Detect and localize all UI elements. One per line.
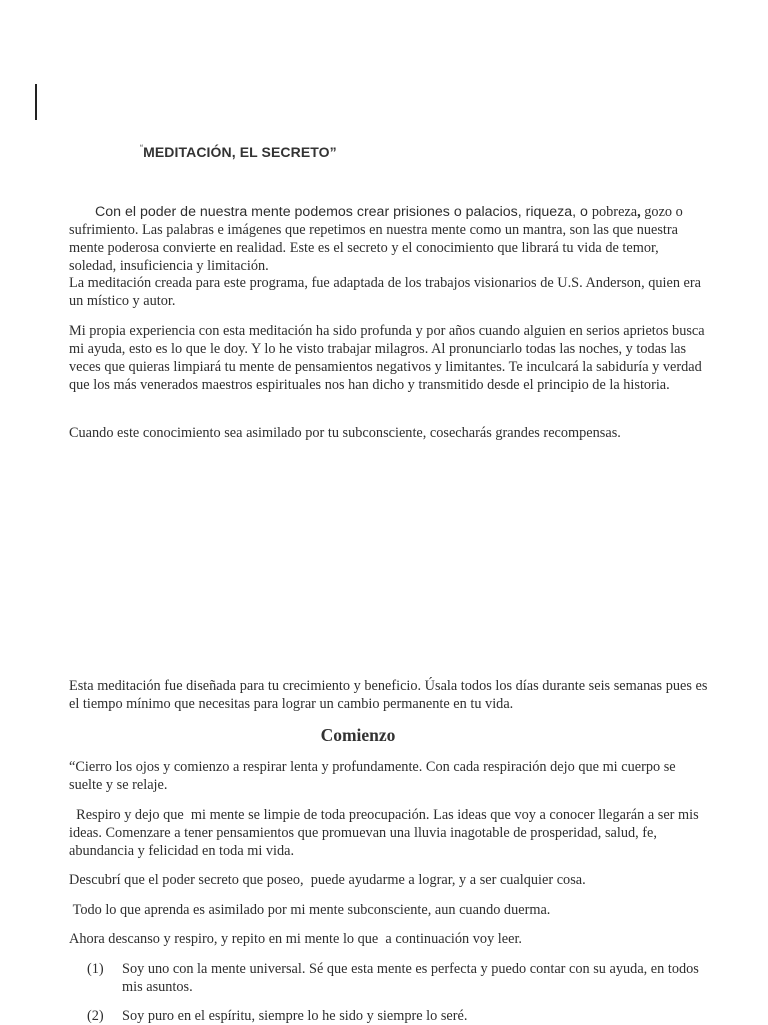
usage-paragraph: Esta meditación fue diseñada para tu crecimiento y beneficio. Úsala todos los días durante seis semanas pues es el tiempo mínimo que necesitas para lograr un cambio permanente en tu vida. [69, 678, 708, 712]
section-heading: Comienzo [320, 725, 396, 745]
intro-lead-comma: , [637, 204, 641, 220]
list-item-number: (1) [87, 961, 104, 977]
intro-paragraph [69, 203, 709, 275]
experience-paragraph: Mi propia experiencia con esta meditación ha sido profunda y por años cuando alguien en serios aprietos busca mi ayuda, esto es lo que le doy. Y lo he visto trabajar milagros. Al pronunciarlo todas las noches, y todas las veces que quieras limpiará tu mente de pensamientos negativos y limitantes. Te inculcará la sabiduría y verdad que los más venerados maestros espirituales nos han dicho y transmitido desde el principio de la historia. [69, 323, 705, 393]
text-cursor [35, 84, 37, 120]
list-item-number: (2) [87, 1008, 104, 1024]
intro-lead: Con el poder de nuestra mente podemos crear prisiones o palacios, riqueza, o [95, 204, 592, 220]
section-paragraph: Ahora descanso y respiro, y repito en mi mente lo que a continuación voy leer. [69, 931, 522, 947]
list-item-text: Soy puro en el espíritu, siempre lo he sido y siempre lo seré. [122, 1008, 468, 1024]
intro-body: gozo o sufrimiento. Las palabras e imágenes que repetimos en nuestra mente como un mantra, son las que nuestra mente poderosa convierte en realidad. Este es el secreto y el conocimiento que librará tu vida de temor, soledad, insuficiencia y limitación. [69, 204, 683, 274]
section-paragraph: “Cierro los ojos y comienzo a respirar lenta y profundamente. Con cada respiración dejo que mi cuerpo se suelte y se relaje. [69, 759, 676, 793]
list-item-text: Soy uno con la mente universal. Sé que esta mente es perfecta y puedo contar con su ayuda, en todos mis asuntos. [122, 961, 699, 995]
title-open-quote: “ [140, 143, 144, 153]
section-paragraph: Descubrí que el poder secreto que poseo, puede ayudarme a lograr, y a ser cualquier cosa. [69, 872, 586, 888]
intro-source-paragraph: La meditación creada para este programa, fue adaptada de los trabajos visionarios de U.S. Anderson, quien era un místico y autor. [69, 275, 702, 309]
rewards-paragraph: Cuando este conocimiento sea asimilado por tu subconsciente, cosecharás grandes recompensas. [69, 425, 621, 441]
document-title [140, 144, 337, 160]
intro-lead-tail: pobreza [591, 204, 638, 220]
title-text: MEDITACIÓN, EL SECRETO” [143, 144, 337, 160]
section-paragraph: Todo lo que aprenda es asimilado por mi mente subconsciente, aun cuando duerma. [69, 902, 551, 918]
section-paragraph: Respiro y dejo que mi mente se limpie de toda preocupación. Las ideas que voy a conocer llegarán a ser mis ideas. Comenzare a tener pensamientos que promuevan una lluvia inagotable de prosperidad, salud, fe, abundancia y felicidad en toda mi vida. [69, 807, 703, 859]
list-item [87, 1007, 707, 1025]
list-item [87, 960, 707, 996]
